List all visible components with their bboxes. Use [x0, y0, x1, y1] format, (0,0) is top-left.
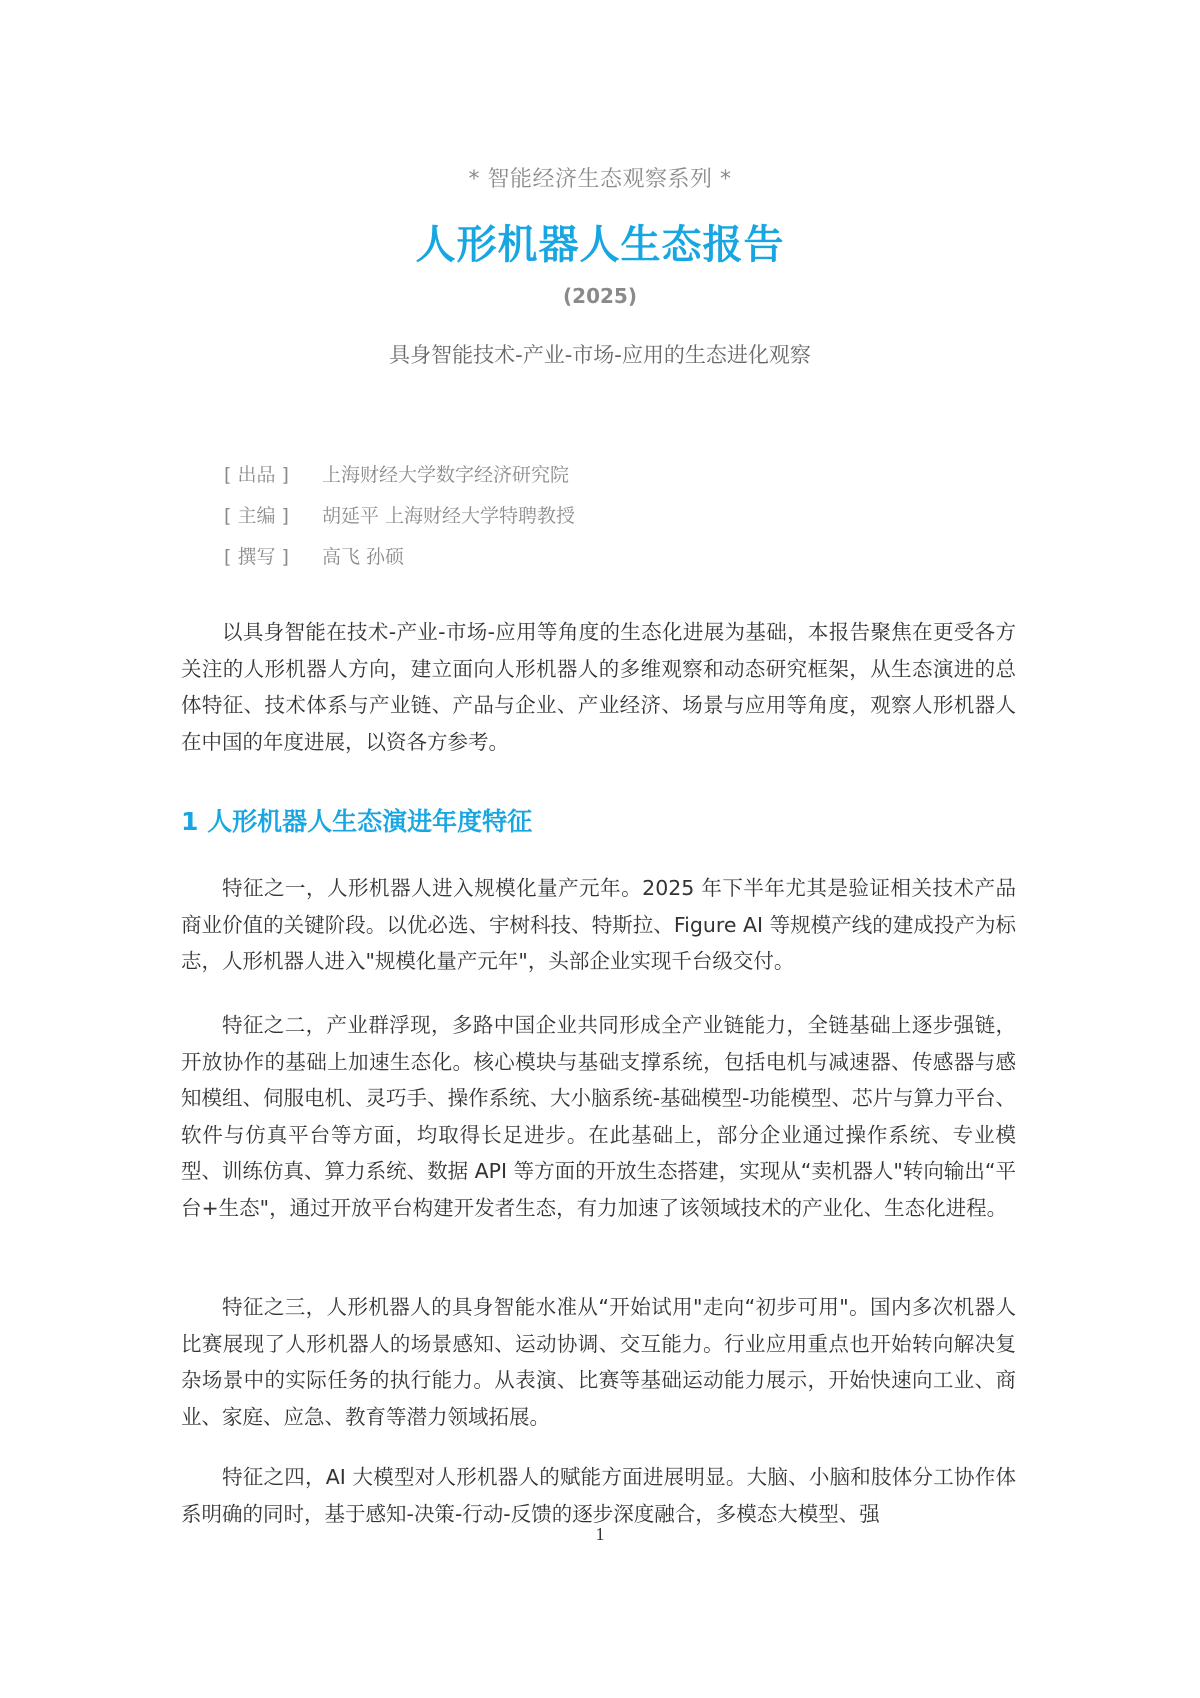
report-title: 人形机器人生态报告	[415, 222, 785, 268]
feature-paragraph: 特征之一，人形机器人进入规模化量产元年。2025 年下半年尤其是验证相关技术产品商业价值的关键阶段。以优必选、宇树科技、特斯拉、Figure AI 等规模产线的建成投产为标志，人形机器人进入"规模化量产元年"，头部企业实现千台级交付。	[181, 876, 1016, 973]
credit-role: [ 撰写 ]	[224, 546, 289, 568]
feature-paragraph: 特征之四，AI 大模型对人形机器人的赋能方面进展明显。大脑、小脑和肢体分工协作体系明确的同时，基于感知-决策-行动-反馈的逐步深度融合，多模态大模型、强	[181, 1465, 1016, 1526]
credit-value: 高飞 孙硕	[322, 546, 405, 568]
intro-paragraph-block	[181, 614, 1016, 760]
feature-block-4	[181, 1459, 1016, 1532]
series-label: * 智能经济生态观察系列 *	[468, 167, 732, 192]
section-heading: 1 人形机器人生态演进年度特征	[181, 807, 533, 836]
feature-block-3	[181, 1289, 1016, 1435]
credit-value: 上海财经大学数字经济研究院	[322, 464, 570, 486]
report-subtitle: 具身智能技术-产业-市场-应用的生态进化观察	[389, 343, 811, 367]
feature-paragraph: 特征之二，产业群浮现，多路中国企业共同形成全产业链能力，全链基础上逐步强链，开放协作的基础上加速生态化。核心模块与基础支撑系统，包括电机与减速器、传感器与感知模组、伺服电机、灵巧手、操作系统、大小脑系统-基础模型-功能模型、芯片与算力平台、软件与仿真平台等方面，均取得长足进步。在此基础上，部分企业通过操作系统、专业模型、训练仿真、算力系统、数据 API 等方面的开放生态搭建，实现从“卖机器人"转向输出“平台+生态"，通过开放平台构建开发者生态，有力加速了该领域技术的产业化、生态化进程。	[181, 1013, 1016, 1220]
feature-block-2	[181, 1007, 1016, 1226]
credit-authors	[224, 537, 575, 578]
page-number: 1	[595, 1524, 605, 1544]
credit-editor	[224, 496, 575, 537]
credits-block	[224, 455, 575, 578]
feature-paragraph: 特征之三，人形机器人的具身智能水准从“开始试用"走向“初步可用"。国内多次机器人比赛展现了人形机器人的场景感知、运动协调、交互能力。行业应用重点也开始转向解决复杂场景中的实际任务的执行能力。从表演、比赛等基础运动能力展示，开始快速向工业、商业、家庭、应急、教育等潜力领域拓展。	[181, 1295, 1016, 1429]
credit-role: [ 出品 ]	[224, 464, 289, 486]
credit-role: [ 主编 ]	[224, 505, 289, 527]
feature-block-1	[181, 870, 1016, 980]
credit-value: 胡延平 上海财经大学特聘教授	[322, 505, 576, 527]
intro-paragraph: 以具身智能在技术-产业-市场-应用等角度的生态化进展为基础，本报告聚焦在更受各方关注的人形机器人方向，建立面向人形机器人的多维观察和动态研究框架，从生态演进的总体特征、技术体系与产业链、产品与企业、产业经济、场景与应用等角度，观察人形机器人在中国的年度进展，以资各方参考。	[181, 620, 1016, 754]
report-year: (2025)	[563, 284, 637, 308]
credit-publisher	[224, 455, 575, 496]
